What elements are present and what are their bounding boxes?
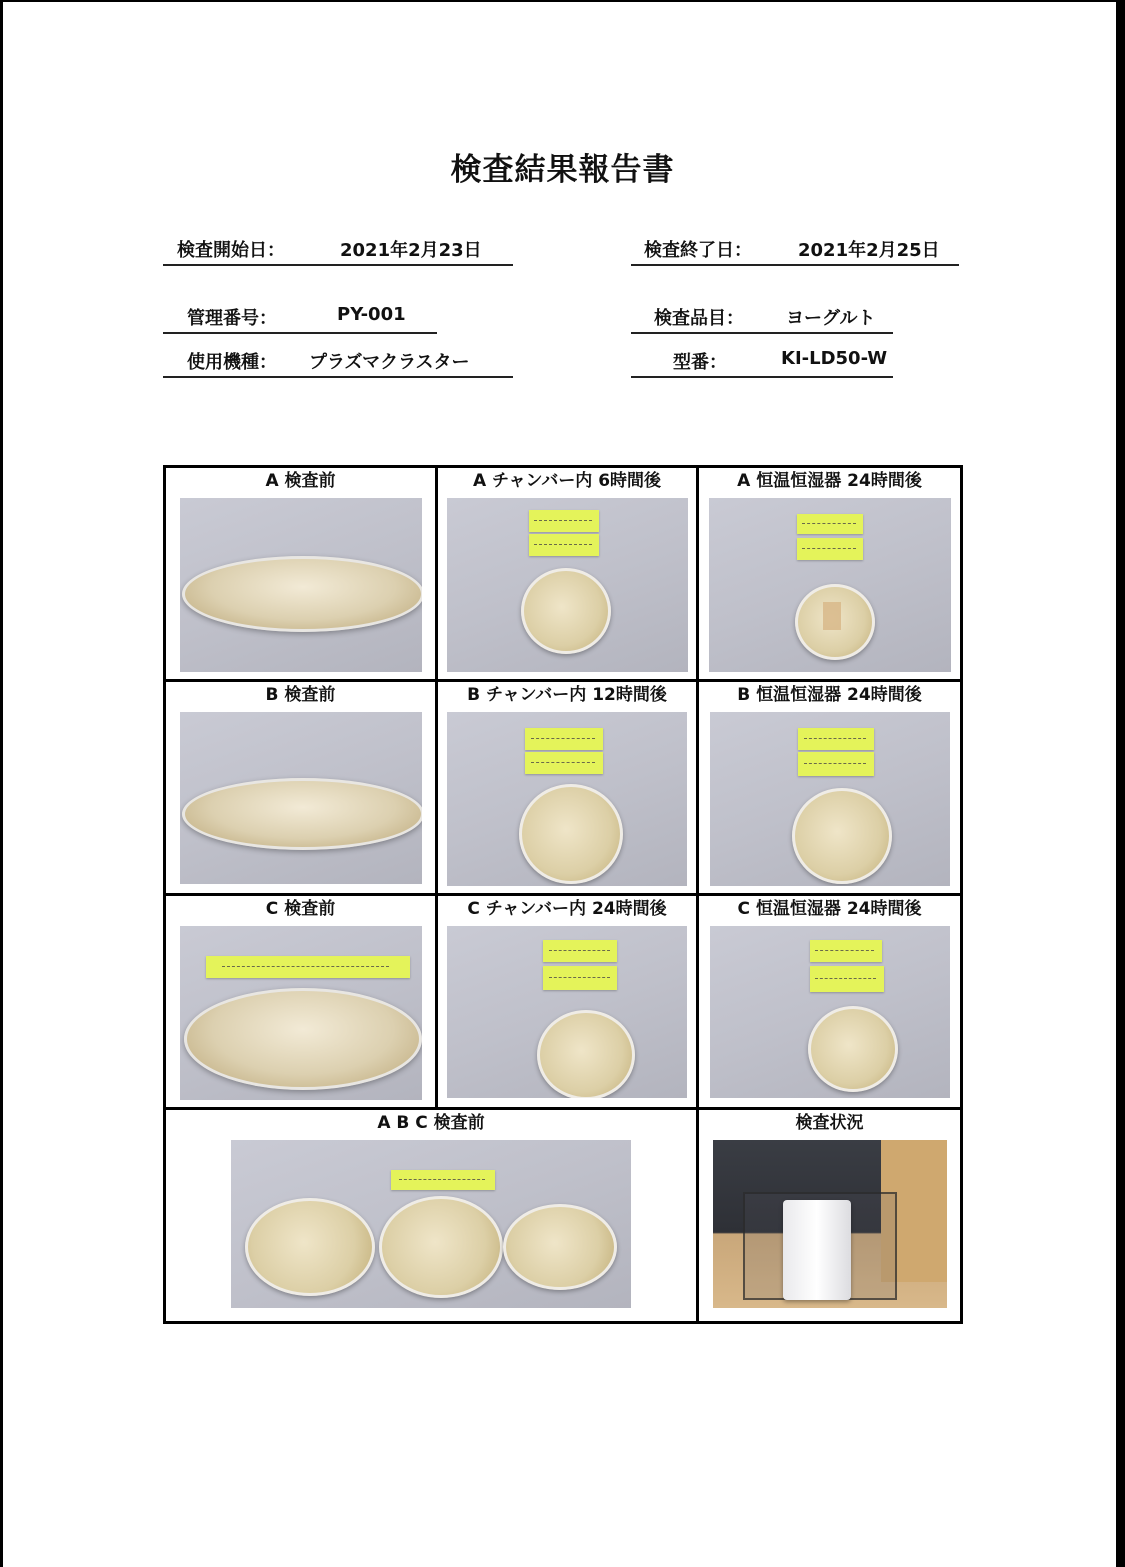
model-label: 型番： bbox=[673, 352, 727, 373]
photo-c-incubator bbox=[710, 926, 950, 1098]
photo-b-chamber bbox=[447, 712, 687, 886]
management-number-field bbox=[163, 300, 437, 334]
cell-a-incubator bbox=[698, 467, 962, 681]
photo-a-incubator bbox=[709, 498, 951, 672]
photo-status bbox=[713, 1140, 947, 1308]
petri-dish bbox=[182, 778, 422, 850]
inspection-item-value: ヨーグルト bbox=[786, 308, 876, 329]
caption-c-chamber: C チャンバー内 24時間後 bbox=[467, 899, 667, 919]
cell-c-incubator bbox=[698, 895, 962, 1109]
sticky-note bbox=[529, 534, 599, 556]
sticky-note bbox=[391, 1170, 495, 1190]
end-date-label: 検査終了日： bbox=[644, 240, 752, 261]
sticky-note bbox=[810, 966, 884, 992]
caption-status: 検査状況 bbox=[795, 1113, 864, 1133]
caption-b-incubator: B 恒温恒湿器 24時間後 bbox=[737, 685, 922, 705]
photo-c-chamber bbox=[447, 926, 687, 1098]
end-date-value: 2021年2月25日 bbox=[798, 240, 940, 261]
cell-a-before bbox=[165, 467, 437, 681]
cell-status bbox=[698, 1109, 962, 1323]
photo-b-before bbox=[180, 712, 422, 884]
cell-c-chamber bbox=[437, 895, 698, 1109]
sticky-note bbox=[810, 940, 882, 962]
caption-abc-before: A B C 検査前 bbox=[377, 1113, 485, 1133]
sticky-note bbox=[797, 514, 863, 534]
petri-dish bbox=[379, 1196, 503, 1298]
start-date-value: 2021年2月23日 bbox=[340, 240, 482, 261]
inspection-item-field bbox=[631, 300, 893, 334]
sticky-note bbox=[525, 728, 603, 750]
photo-abc-before bbox=[231, 1140, 631, 1308]
results-photo-table bbox=[163, 465, 963, 1324]
device-label: 使用機種： bbox=[187, 352, 277, 373]
cell-a-chamber bbox=[437, 467, 698, 681]
petri-dish bbox=[808, 1006, 898, 1092]
caption-a-incubator: A 恒温恒湿器 24時間後 bbox=[737, 471, 922, 491]
photo-a-before bbox=[180, 498, 422, 672]
sticky-note bbox=[543, 940, 617, 962]
caption-b-before: B 検査前 bbox=[265, 685, 336, 705]
petri-dish bbox=[245, 1198, 375, 1296]
caption-b-chamber: B チャンバー内 12時間後 bbox=[467, 685, 667, 705]
caption-a-before: A 検査前 bbox=[265, 471, 336, 491]
petri-dish bbox=[184, 988, 422, 1090]
sticky-note bbox=[798, 728, 874, 750]
petri-dish bbox=[182, 556, 422, 632]
caption-c-incubator: C 恒温恒湿器 24時間後 bbox=[737, 899, 922, 919]
model-value: KI-LD50-W bbox=[781, 348, 888, 369]
device-field bbox=[163, 344, 513, 378]
sticky-note bbox=[525, 752, 603, 774]
sticky-note bbox=[797, 538, 863, 560]
sticky-note bbox=[543, 966, 617, 990]
petri-dish bbox=[537, 1010, 635, 1098]
cell-b-chamber bbox=[437, 681, 698, 895]
start-date-field bbox=[163, 232, 513, 266]
cell-b-before bbox=[165, 681, 437, 895]
inspection-item-label: 検査品目： bbox=[654, 308, 744, 329]
model-field bbox=[631, 344, 893, 378]
cell-b-incubator bbox=[698, 681, 962, 895]
sticky-note bbox=[798, 752, 874, 776]
end-date-field bbox=[631, 232, 959, 266]
start-date-label: 検査開始日： bbox=[177, 240, 285, 261]
caption-a-chamber: A チャンバー内 6時間後 bbox=[472, 471, 662, 491]
caption-c-before: C 検査前 bbox=[265, 899, 336, 919]
cell-c-before bbox=[165, 895, 437, 1109]
sticky-note bbox=[206, 956, 410, 978]
petri-dish bbox=[519, 784, 623, 884]
air-purifier bbox=[783, 1200, 851, 1300]
scrollbar[interactable] bbox=[1117, 0, 1125, 1567]
management-number-label: 管理番号： bbox=[187, 308, 277, 329]
petri-dish bbox=[792, 788, 892, 884]
petri-dish bbox=[521, 568, 611, 654]
sticky-note bbox=[529, 510, 599, 532]
photo-a-chamber bbox=[447, 498, 688, 672]
device-value: プラズマクラスター bbox=[309, 352, 470, 373]
photo-b-incubator bbox=[710, 712, 950, 886]
petri-dish bbox=[503, 1204, 617, 1290]
cell-abc-before bbox=[165, 1109, 698, 1323]
management-number-value: PY-001 bbox=[337, 304, 406, 325]
photo-c-before bbox=[180, 926, 422, 1100]
mold-patch bbox=[823, 602, 841, 630]
report-title: 検査結果報告書 bbox=[450, 152, 675, 188]
